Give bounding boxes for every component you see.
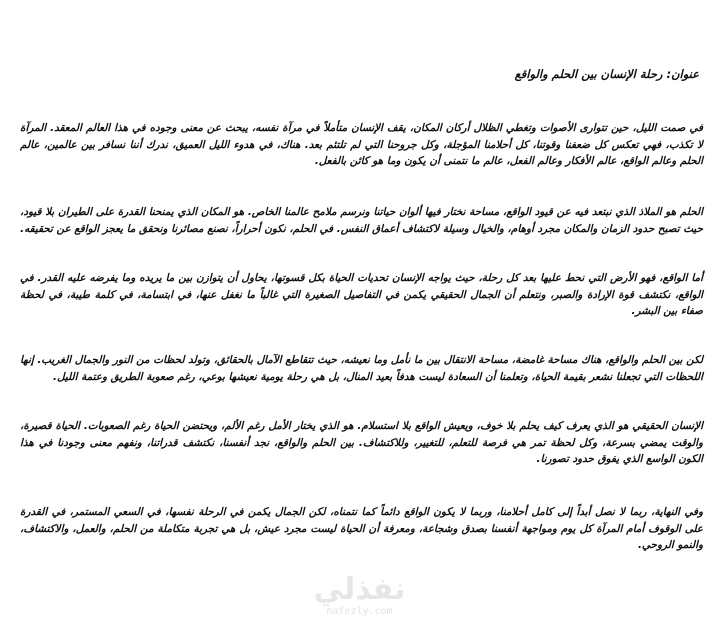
paragraph-6: وفي النهاية، ربما لا نصل أبداً إلى كامل أحلامنا، وربما لا يكون الواقع دائماً كما نتمناه، لكن الجمال يكمن في الرحلة نفسها، في السعي المستمر، في القدرة على الوقوف أمام المرآة كل يوم ومواجهة أنفسنا بصدق وشجاعة، ومعرفة أن الحياة ليست مجرد عيش، بل هي تجربة متكاملة من الحلم، والعمل، والاكتشاف، والنمو الروحي. [20,506,703,551]
document-title: عنوان: رحلة الإنسان بين الحلم والواقع [514,67,699,81]
watermark-url: nafezly.com [326,606,393,617]
watermark-logo: نفذلي [313,572,406,607]
paragraph-3: أما الواقع، فهو الأرض التي نحط عليها بعد كل رحلة، حيث يواجه الإنسان تحديات الحياة بكل قسوتها، يحاول أن يتوازن بين ما يريده وما يفرضه عليه القدر. في الواقع، نكتشف قوة الإرادة والصبر، ونتعلم أن الجمال الحقيقي يكمن في التفاصيل الصغيرة التي غالباً ما نغفل عنها، في ابتسامة، في كلمة طيبة، في لحظة صفاء بين البشر. [20,272,703,317]
paragraph-2: الحلم هو الملاذ الذي نبتعد فيه عن قيود الواقع، مساحة نختار فيها ألوان حياتنا ونرسم ملامح عالمنا الخاص. هو المكان الذي يمنحنا القدرة على الطيران بلا قيود، حيث تصبح حدود الزمان والمكان مجرد أوهام، والخيال وسيلة لاكتشاف أعماق النفس. في الحلم، نكون أحراراً، نصنع مصائرنا ونحقق ما يعجز الواقع عن تحقيقه. [20,206,703,235]
paragraph-1: في صمت الليل، حين تتوارى الأصوات وتغطي الظلال أركان المكان، يقف الإنسان متأملاً في مرآة نفسه، يبحث عن معنى وجوده في هذا العالم المعقد. المرآة لا تكذب، فهي تعكس كل ضعفنا وقوتنا، كل أحلامنا المؤجلة، وكل جروحنا التي لم تلتئم بعد. هناك، في هدوء الليل العميق، ندرك أننا نسافر بين عالمين، عالم الحلم وعالم الواقع، عالم الأفكار وعالم الفعل، عالم ما نتمنى أن يكون وما هو كائن بالفعل. [20,122,703,167]
paragraph-4: لكن بين الحلم والواقع، هناك مساحة غامضة، مساحة الانتقال بين ما نأمل وما نعيشه، حيث تتقاطع الآمال بالحقائق، وتولد لحظات من النور والجمال الغريب. إنها اللحظات التي تجعلنا نشعر بقيمة الحياة، وتعلمنا أن السعادة ليست هدفاً بعيد المنال، بل هي رحلة يومية نعيشها بوعي، رغم صعوبة الطريق وعتمة الليل. [20,354,703,383]
paragraph-5: الإنسان الحقيقي هو الذي يعرف كيف يحلم بلا خوف، ويعيش الواقع بلا استسلام. هو الذي يختار الأمل رغم الألم، ويحتضن الحياة رغم الصعوبات. الحياة قصيرة، والوقت يمضي بسرعة، وكل لحظة تمر هي فرصة للتعلم، للتغيير، وللاكتشاف. بين الحلم والواقع، نجد أنفسنا، نكتشف قدراتنا، ونفهم معنى وجودنا في هذا الكون الواسع الذي يفوق حدود تصورنا. [20,420,703,465]
watermark [0,574,719,618]
